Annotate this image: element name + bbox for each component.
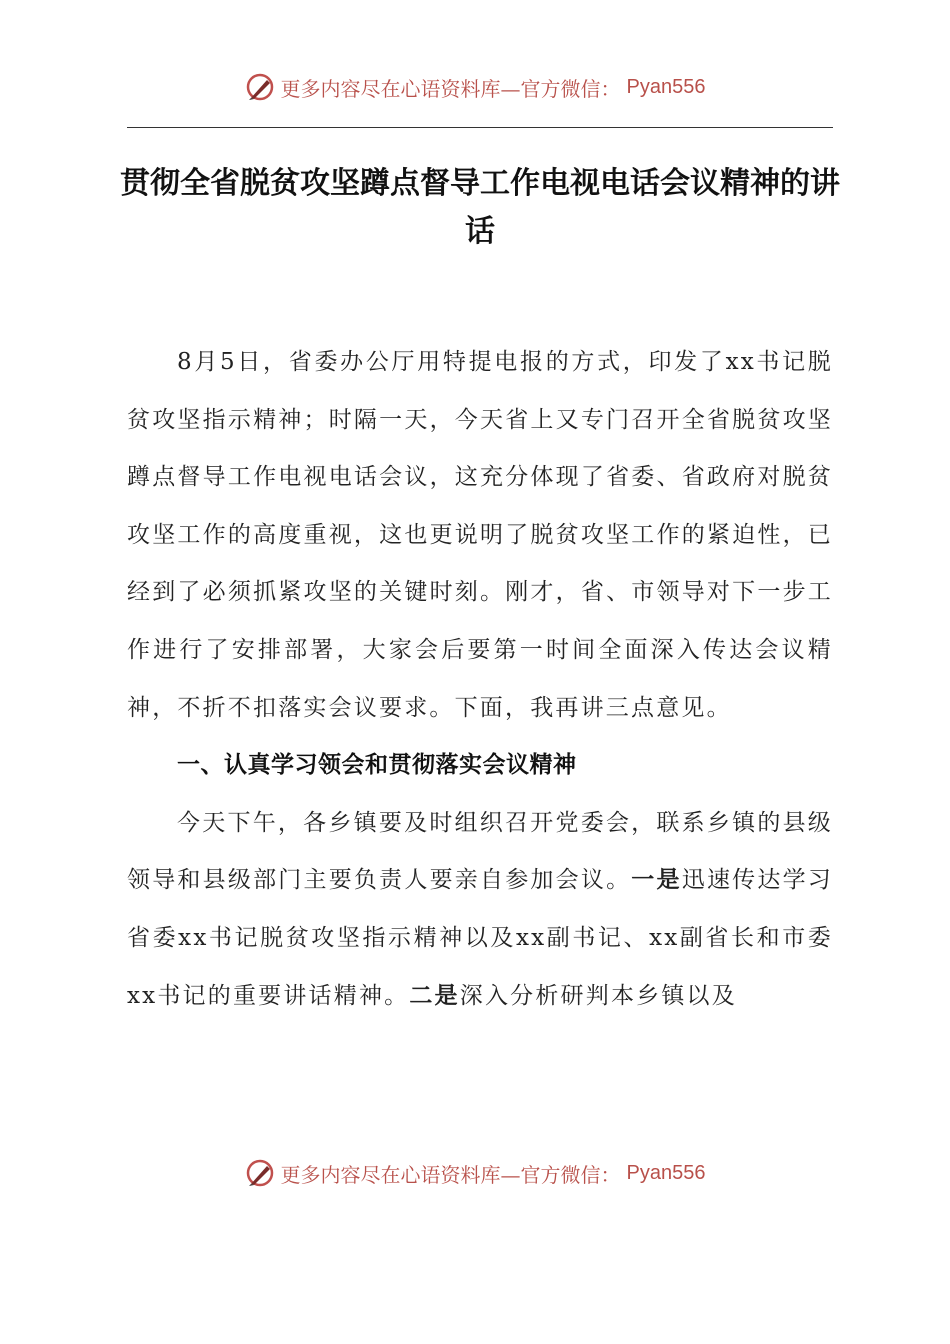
header-divider (127, 127, 833, 128)
paragraph-section-1 (127, 795, 833, 1025)
brand-text: 更多内容尽在心语资料库—官方微信： (280, 76, 621, 101)
wechat-id: Pyan556 (626, 1161, 706, 1184)
pen-logo-icon (245, 1158, 275, 1188)
paragraph-text: 迅速传达学习省委xx书记脱贫攻坚指示精神以及xx副书记、xx副省长和市委xx书记的重要讲话精神。 (127, 867, 834, 1009)
brand-text: 更多内容尽在心语资料库—官方微信： (280, 1162, 621, 1187)
footer-watermark (0, 1158, 950, 1188)
paragraph-text: 深入分析研判本乡镇以及 (459, 982, 737, 1009)
paragraph-text: 今天下午，各乡镇要及时组织召开党委会，联系乡镇的县级领导和县级部门主要负责人要亲自参加会议。 (127, 809, 833, 894)
document-body (127, 334, 833, 1025)
point-label: 二是 (409, 982, 460, 1009)
document-title: 贯彻全省脱贫攻坚蹲点督导工作电视电话会议精神的讲话 (120, 166, 840, 249)
header-watermark (0, 72, 950, 102)
wechat-id: Pyan556 (626, 75, 706, 98)
pen-logo-icon (245, 72, 275, 102)
section-heading-1: 一、认真学习领会和贯彻落实会议精神 (177, 752, 577, 779)
paragraph-intro: 8月5日，省委办公厅用特提电报的方式，印发了xx书记脱贫攻坚指示精神；时隔一天，今天省上又专门召开全省脱贫攻坚蹲点督导工作电视电话会议，这充分体现了省委、省政府对脱贫攻坚工作的高度重视，这也更说明了脱贫攻坚工作的紧迫性，已经到了必须抓紧攻坚的关键时刻。刚才，省、市领导对下一步工作进行了安排部署，大家会后要第一时间全面深入传达会议精神，不折不扣落实会议要求。下面，我再讲三点意见。 (127, 349, 833, 721)
point-label: 一是 (631, 867, 682, 894)
